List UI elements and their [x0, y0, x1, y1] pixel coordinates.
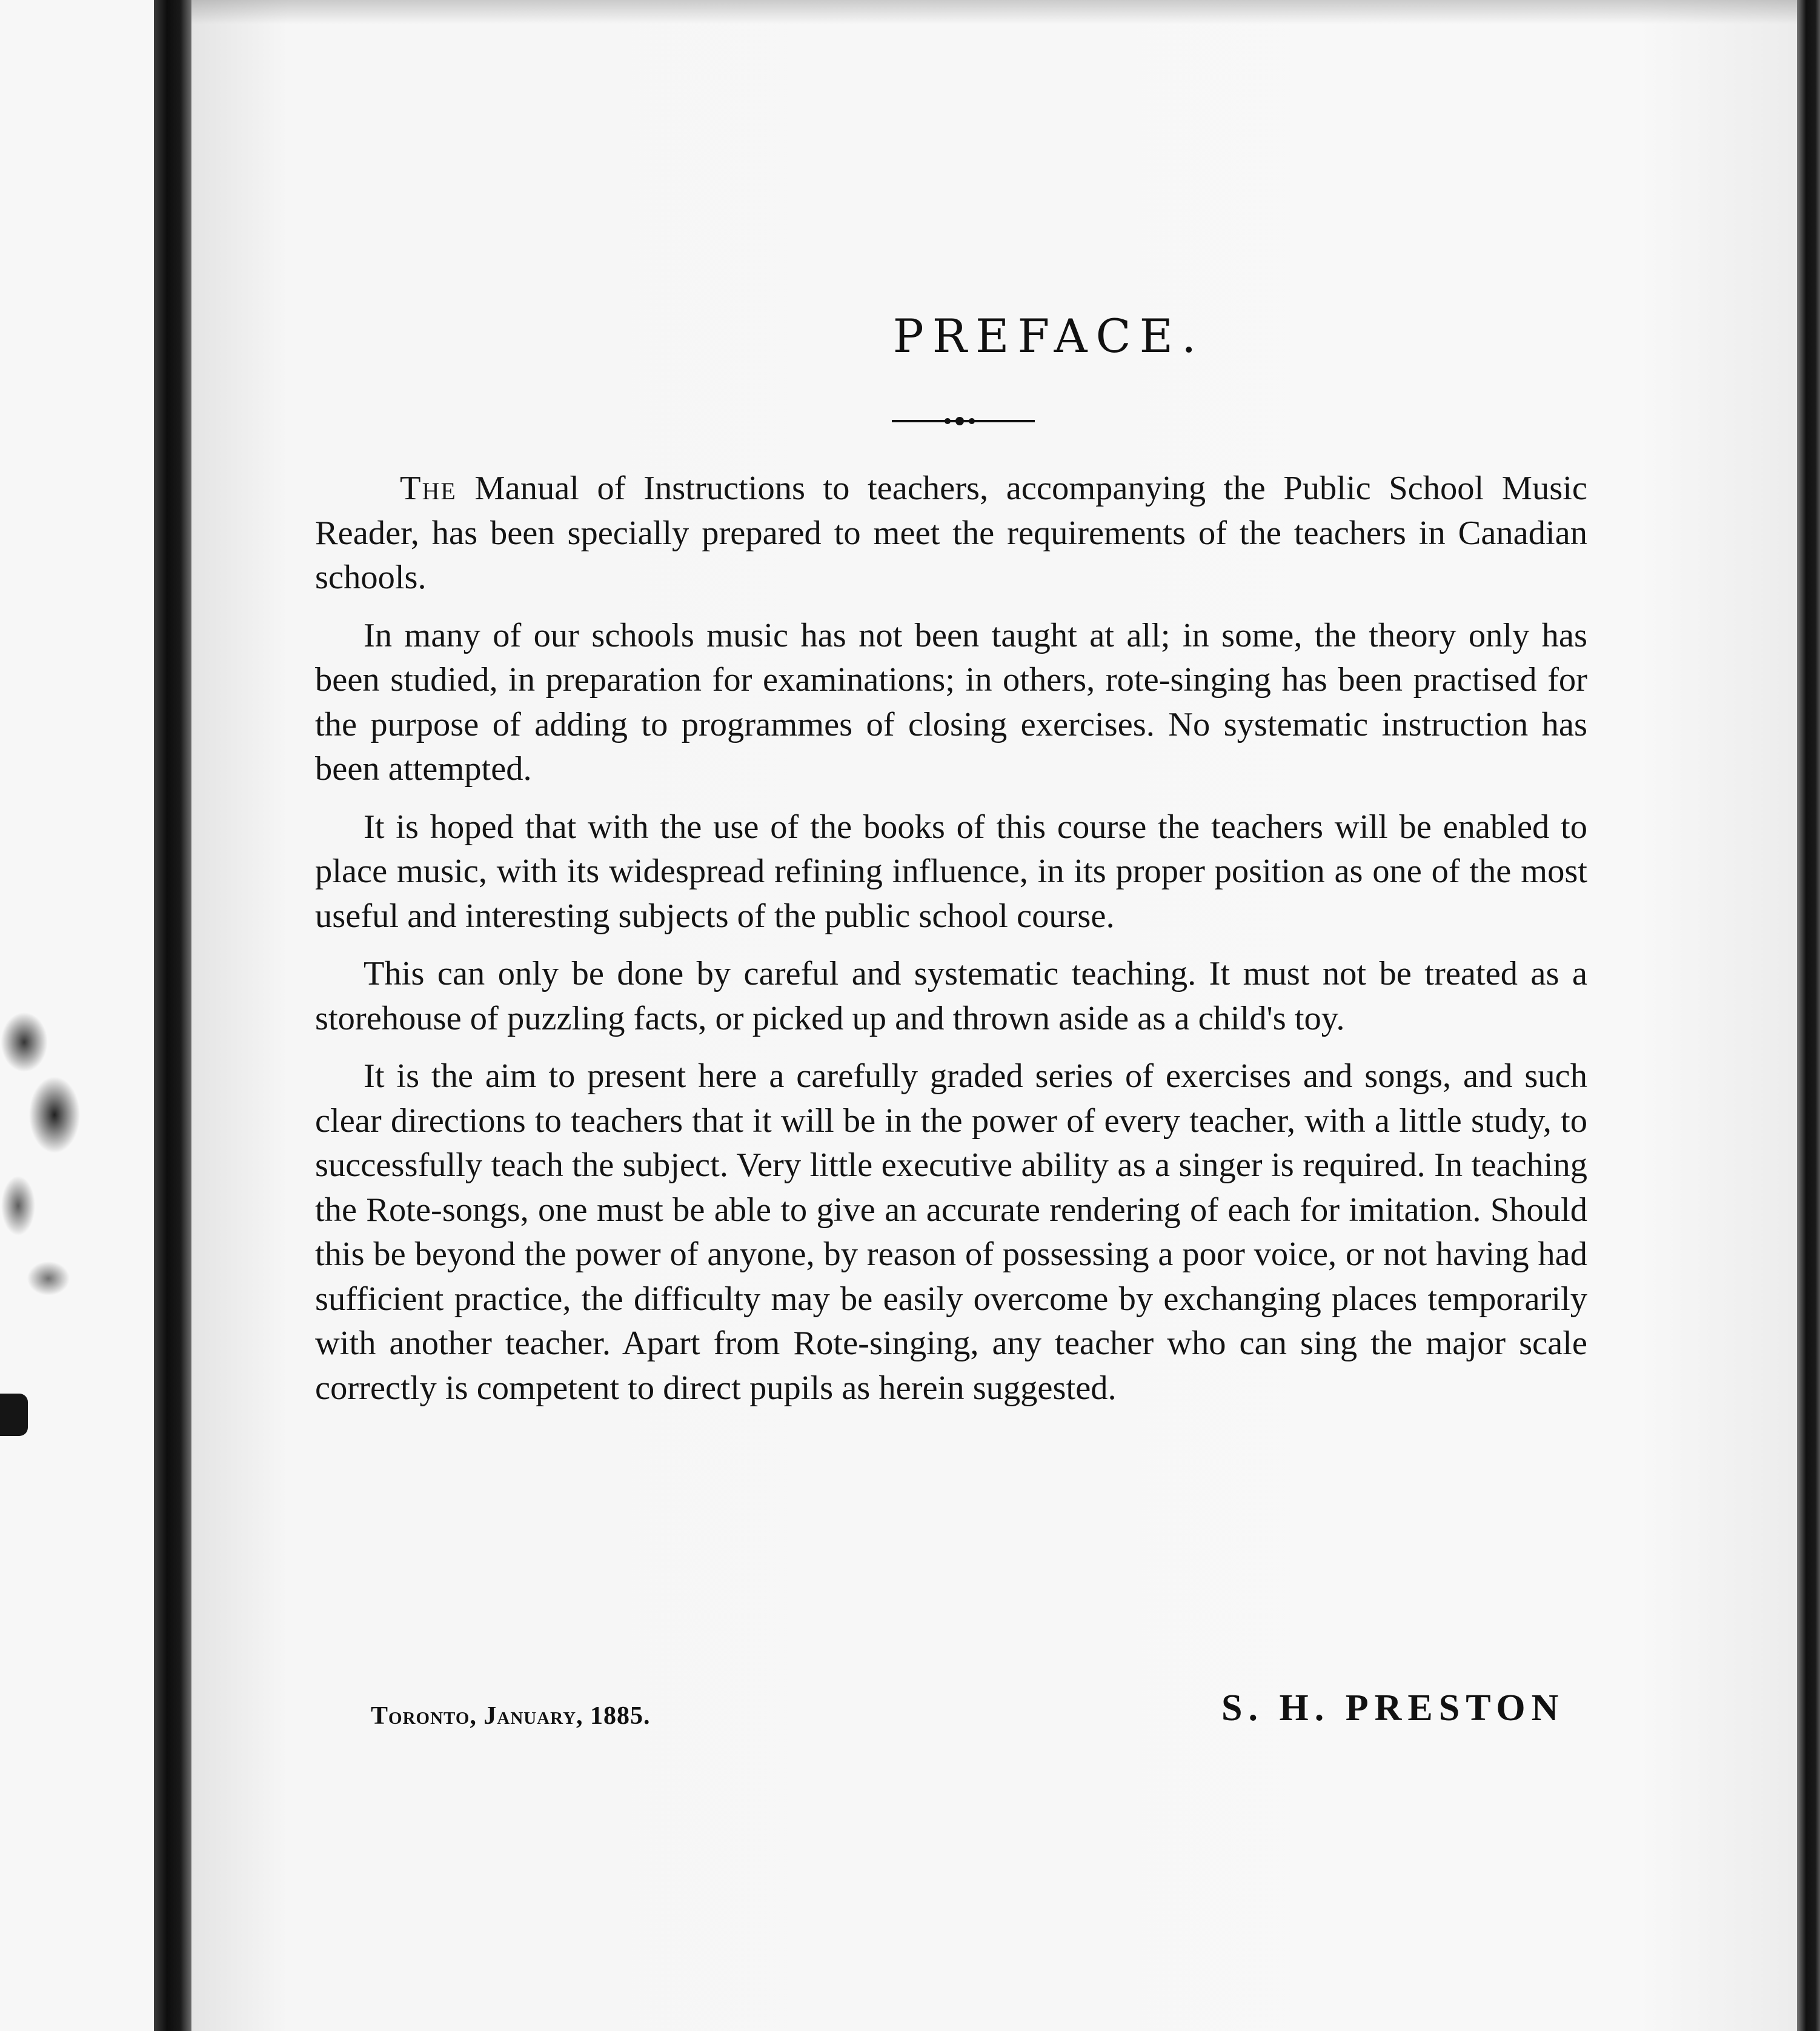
paragraph-4: This can only be done by careful and systematic teaching. It must not be treated as a storehouse of puzzling facts, or picked up and thrown aside as a child's toy.: [315, 955, 1587, 1037]
paragraph-text: Manual of Instructions to teachers, accompanying the Public School Music Reader, has been specially prepared to meet the requirements of the teachers in Canadian schools.: [315, 470, 1587, 596]
right-page-edge: [1797, 0, 1820, 2031]
lead-word: The: [400, 470, 457, 507]
paragraph-2: In many of our schools music has not been taught at all; in some, the theory only has been studied, in preparation for examinations; in others, rote-singing has been practised for the purpose of adding to programmes of closing exercises. No systematic instruction has been attempted.: [315, 616, 1587, 788]
paragraph-3: It is hoped that with the use of the books of this course the teachers will be enabled to place music, with its widespread refining influence, in its proper position as one of the most useful and interesting subjects of the public school course.: [315, 808, 1587, 935]
page-top-shadow: [191, 0, 1797, 24]
preface-body: [315, 467, 1587, 1424]
page-title: PREFACE.: [892, 309, 1205, 363]
binding-mark: [0, 1394, 28, 1436]
ornament-divider: [892, 414, 1035, 428]
book-gutter: [154, 0, 191, 2031]
ink-smudge: [0, 994, 91, 1333]
place-date: Toronto, January, 1885.: [371, 1702, 651, 1730]
paragraph-5: It is the aim to present here a carefully graded series of exercises and songs, and such clear directions to teachers that it will be in the power of every teacher, with a little study, to successfully teach the subject. Very little executive ability as a singer is required. In teaching the Rote-songs, one must be able to give an accurate rendering of each for imitation. Should this be beyond the power of anyone, by reason of possessing a poor voice, or not having had sufficient practice, the difficulty may be easily overcome by exchanging places temporarily with another teacher. Apart from Rote-singing, any teacher who can sing the major scale correctly is competent to direct pupils as herein suggested.: [315, 1057, 1587, 1407]
paragraph-1: [315, 467, 1587, 600]
author-signature: S. H. PRESTON: [1221, 1687, 1565, 1729]
